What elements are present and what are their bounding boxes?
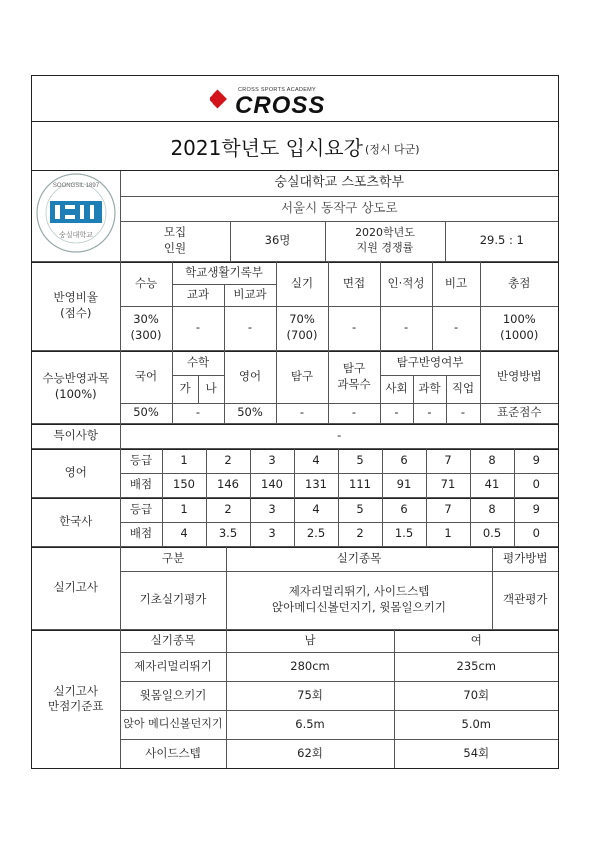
suneung-inquiry-reflect: 탐구반영여부 bbox=[380, 351, 480, 375]
practical-events: 제자리멀리뛰기, 사이드스텝 앉아메디신볼던지기, 윗몸일으키기 bbox=[226, 571, 492, 629]
history-grade: 6 bbox=[382, 498, 426, 522]
history-grade: 1 bbox=[162, 498, 206, 522]
history-score: 0 bbox=[514, 522, 558, 546]
suneung-method: 반영방법 bbox=[480, 351, 558, 403]
history-score-label: 배점 bbox=[120, 522, 162, 546]
practical-division: 기초실기평가 bbox=[120, 571, 226, 629]
perfect-female: 5.0m bbox=[394, 710, 558, 739]
perfect-male: 280cm bbox=[226, 652, 394, 681]
english-score: 71 bbox=[426, 473, 470, 497]
english-score: 91 bbox=[382, 473, 426, 497]
ratio-subject: 교과 bbox=[172, 284, 224, 306]
seal-bottom-text: 숭실대학교 bbox=[58, 231, 93, 240]
perfect-col-event: 실기종목 bbox=[120, 630, 226, 652]
english-score: 0 bbox=[514, 473, 558, 497]
history-label: 한국사 bbox=[32, 498, 120, 546]
suneung-math-ga: 가 bbox=[172, 375, 198, 403]
suneung-social: 사회 bbox=[380, 375, 413, 403]
perfect-col-male: 남 bbox=[226, 630, 394, 652]
perfect-female: 54회 bbox=[394, 739, 558, 768]
history-grade: 5 bbox=[338, 498, 382, 522]
perfect-score-label: 실기고사 만점기준표 bbox=[32, 630, 120, 768]
perfect-event: 앉아 메디신볼던지기 bbox=[120, 710, 226, 739]
perfect-female: 235cm bbox=[394, 652, 558, 681]
english-grade: 7 bbox=[426, 449, 470, 473]
perfect-col-female: 여 bbox=[394, 630, 558, 652]
school-address: 서울시 동작구 상도로 bbox=[120, 196, 558, 221]
english-label: 영어 bbox=[32, 449, 120, 497]
ratio-practical: 실기 bbox=[276, 262, 328, 306]
perfect-event: 제자리멀리뛰기 bbox=[120, 652, 226, 681]
cross-diamond-icon bbox=[210, 89, 227, 108]
ratio-non-subject: 비교과 bbox=[224, 284, 276, 306]
suneung-value: 50% bbox=[120, 403, 172, 423]
page-title: 2021학년도 입시요강 bbox=[170, 135, 363, 160]
history-grade: 2 bbox=[206, 498, 250, 522]
history-score: 0.5 bbox=[470, 522, 514, 546]
english-score: 131 bbox=[294, 473, 338, 497]
ratio-value: - bbox=[172, 306, 224, 350]
suneung-value: - bbox=[446, 403, 480, 423]
suneung-math-na: 나 bbox=[198, 375, 224, 403]
history-grade: 8 bbox=[470, 498, 514, 522]
ratio-value: - bbox=[432, 306, 480, 350]
ratio-interview: 면접 bbox=[328, 262, 380, 306]
history-grade-label: 등급 bbox=[120, 498, 162, 522]
history-grade: 7 bbox=[426, 498, 470, 522]
special-label: 특이사항 bbox=[32, 424, 120, 448]
suneung-vocational: 직업 bbox=[446, 375, 480, 403]
english-grade: 3 bbox=[250, 449, 294, 473]
history-score: 3.5 bbox=[206, 522, 250, 546]
cross-logo bbox=[210, 82, 380, 116]
suneung-english: 영어 bbox=[224, 351, 276, 403]
recruit-label: 모집 인원 bbox=[120, 221, 230, 261]
history-score: 3 bbox=[250, 522, 294, 546]
page-subtitle: (정시 다군) bbox=[364, 143, 420, 156]
seal-top-text: SOONGSIL 1897 bbox=[52, 183, 99, 190]
perfect-score-table bbox=[32, 630, 558, 769]
ratio-value: - bbox=[224, 306, 276, 350]
history-score: 1 bbox=[426, 522, 470, 546]
history-score: 2 bbox=[338, 522, 382, 546]
english-grade: 9 bbox=[514, 449, 558, 473]
school-name: 숭실대학교 스포츠학부 bbox=[120, 171, 558, 196]
english-score-label: 배점 bbox=[120, 473, 162, 497]
perfect-event: 사이드스텝 bbox=[120, 739, 226, 768]
special-value: - bbox=[120, 424, 558, 448]
ratio-table bbox=[32, 262, 558, 351]
history-grade: 4 bbox=[294, 498, 338, 522]
perfect-female: 70회 bbox=[394, 681, 558, 710]
english-score: 111 bbox=[338, 473, 382, 497]
english-grade: 2 bbox=[206, 449, 250, 473]
perfect-male: 62회 bbox=[226, 739, 394, 768]
special-table bbox=[32, 424, 558, 449]
suneung-value: 50% bbox=[224, 403, 276, 423]
suneung-value: 표준점수 bbox=[480, 403, 558, 423]
title-row bbox=[32, 122, 558, 171]
suneung-science: 과학 bbox=[413, 375, 446, 403]
history-score: 1.5 bbox=[382, 522, 426, 546]
english-grade-label: 등급 bbox=[120, 449, 162, 473]
suneung-value: - bbox=[380, 403, 413, 423]
school-table bbox=[32, 171, 558, 262]
english-grade: 1 bbox=[162, 449, 206, 473]
english-score: 146 bbox=[206, 473, 250, 497]
brand-text: CROSS bbox=[235, 91, 326, 116]
ratio-other: 비고 bbox=[432, 262, 480, 306]
suneung-table bbox=[32, 351, 558, 424]
ratio-label: 반영비율 (점수) bbox=[32, 262, 120, 350]
perfect-event: 윗몸일으키기 bbox=[120, 681, 226, 710]
english-score: 150 bbox=[162, 473, 206, 497]
history-table bbox=[32, 498, 558, 547]
suneung-value: - bbox=[172, 403, 224, 423]
practical-col-method: 평가방법 bbox=[492, 547, 558, 571]
recruit-value: 36명 bbox=[230, 221, 325, 261]
ratio-value: - bbox=[380, 306, 432, 350]
history-grade: 3 bbox=[250, 498, 294, 522]
history-score: 4 bbox=[162, 522, 206, 546]
english-grade: 6 bbox=[382, 449, 426, 473]
ratio-value: - bbox=[328, 306, 380, 350]
english-grade: 4 bbox=[294, 449, 338, 473]
suneung-korean: 국어 bbox=[120, 351, 172, 403]
ratio-school-record: 학교생활기록부 bbox=[172, 262, 276, 284]
english-score: 41 bbox=[470, 473, 514, 497]
practical-col-division: 구분 bbox=[120, 547, 226, 571]
ratio-suneung: 수능 bbox=[120, 262, 172, 306]
english-table bbox=[32, 449, 558, 498]
suneung-value: - bbox=[413, 403, 446, 423]
english-grade: 8 bbox=[470, 449, 514, 473]
ratio-total: 총점 bbox=[480, 262, 558, 306]
english-grade: 5 bbox=[338, 449, 382, 473]
academy-text: CROSS SPORTS ACADEMY bbox=[238, 86, 317, 93]
suneung-inquiry-count: 탐구 과목수 bbox=[328, 351, 380, 403]
ratio-value: 30% (300) bbox=[120, 306, 172, 350]
history-score: 2.5 bbox=[294, 522, 338, 546]
history-grade: 9 bbox=[514, 498, 558, 522]
logo-row bbox=[32, 76, 558, 122]
perfect-male: 75회 bbox=[226, 681, 394, 710]
compete-value: 29.5 : 1 bbox=[445, 221, 558, 261]
practical-table bbox=[32, 547, 558, 630]
suneung-value: - bbox=[328, 403, 380, 423]
ratio-value: 100% (1000) bbox=[480, 306, 558, 350]
practical-method: 객관평가 bbox=[492, 571, 558, 629]
school-seal-icon bbox=[34, 171, 118, 255]
practical-col-events: 실기종목 bbox=[226, 547, 492, 571]
suneung-math: 수학 bbox=[172, 351, 224, 375]
ratio-aptitude: 인·적성 bbox=[380, 262, 432, 306]
english-score: 140 bbox=[250, 473, 294, 497]
compete-label: 2020학년도 지원 경쟁률 bbox=[325, 221, 445, 261]
suneung-inquiry: 탐구 bbox=[276, 351, 328, 403]
admission-sheet bbox=[31, 75, 559, 769]
practical-label: 실기고사 bbox=[32, 547, 120, 629]
suneung-label: 수능반영과목 (100%) bbox=[32, 351, 120, 423]
school-seal-cell bbox=[32, 171, 120, 261]
perfect-male: 6.5m bbox=[226, 710, 394, 739]
suneung-value: - bbox=[276, 403, 328, 423]
ratio-value: 70% (700) bbox=[276, 306, 328, 350]
